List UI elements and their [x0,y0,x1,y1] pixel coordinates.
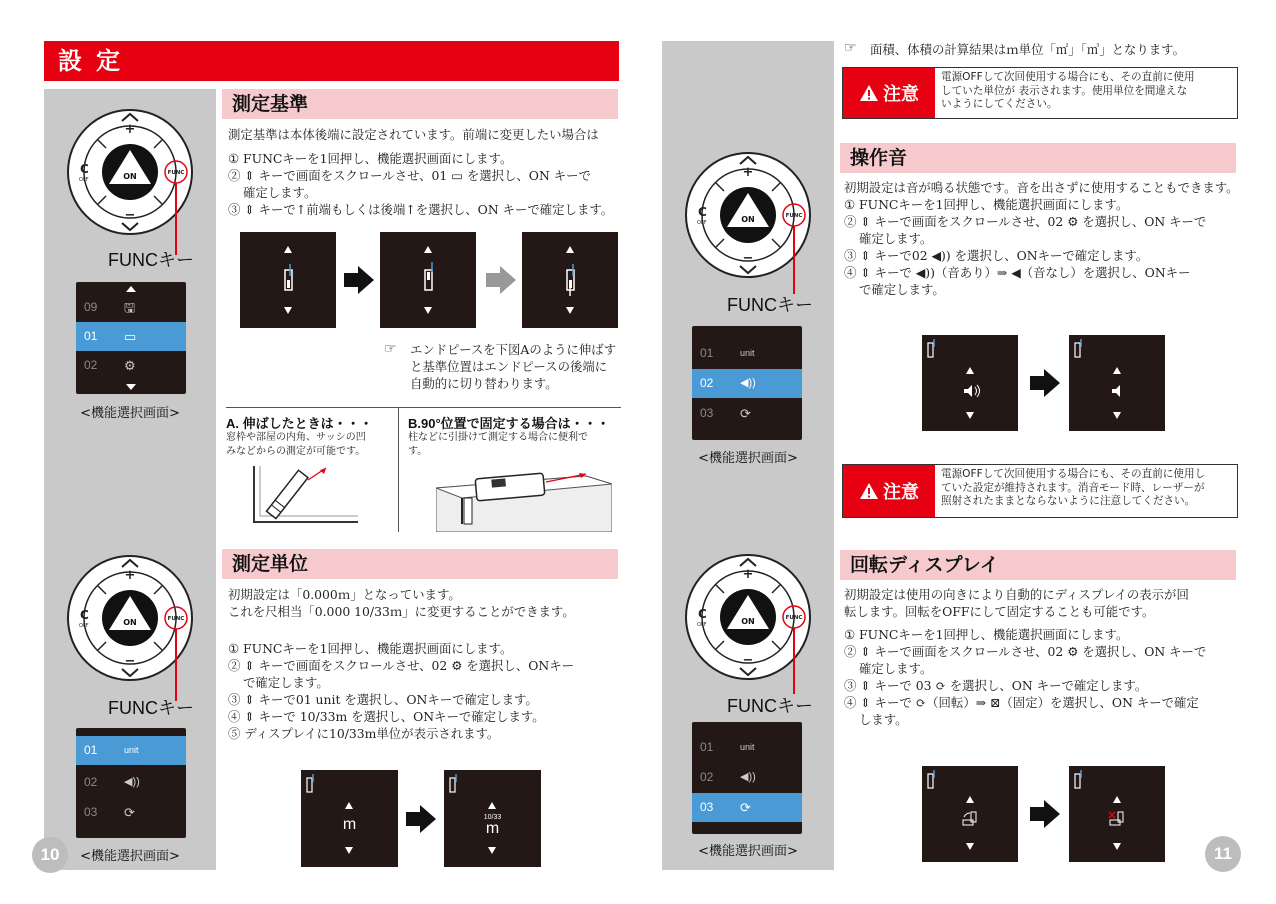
menu-item-selected: 01 unit [76,736,186,765]
speaker-icon: ◀)) [740,377,756,389]
note-text: エンドピースを下図Aのように伸ばす と基準位置はエンドピースの後端に 自動的に切り替わります。 [410,342,617,391]
case-a-illustration [246,466,362,530]
display-screen [1069,766,1165,862]
function-menu-screen [76,728,186,838]
note-hand-icon: ☞ [844,40,857,56]
display-screen [444,770,541,867]
warning-icon [859,84,879,102]
svg-text:ON: ON [123,618,137,627]
function-menu-screen [76,282,186,394]
arrow-right-icon-head [1044,369,1060,397]
func-key-label: FUNCキー [727,295,813,315]
svg-text:C: C [698,205,707,219]
section-body: 測定基準は本体後端に設定されています。前端に変更したい場合は ① FUNCキーを1回押し、機能選択画面にします。 ② ⇕ キーで画面をスクロールさせ、01 ▭ を選択し、ON キーで 確定します。 ③ ⇕ キーで↑前端もしくは後端↑を選択し、ON キーで確定します。 [228,127,614,217]
case-b-illustration [436,462,612,532]
section-body: 初期設定は「0.000ｍ」となっています。 これを尺相当「0.000 10/33ｍ」に変更することができます。 ① FUNCキーを1回押し、機能選択画面にします。 ② ⇕ キーで画面をスクロールさせ、02 ⚙ を選択し、ONキー で確定します。 ③ ⇕ キーで01 unit を選択し、ONキーで確定します。 ④ ⇕ キーで 10/33m を選択し、ONキーで確定します。 ⑤ ディスプレイに10/33m単位が表示されます。 [228,587,575,741]
svg-text:FUNC: FUNC [785,615,803,621]
save-icon: 🖫 [124,300,136,315]
rotate-display-icon: ⟳ [124,805,135,820]
section-title: 操作音 [840,143,1236,173]
display-screen [301,770,398,867]
case-b-title: B.90°位置で固定する場合は・・・ [408,416,610,431]
display-screen [380,232,476,328]
unit-display: m [342,816,357,833]
svg-text:+: + [742,567,754,582]
func-key-label: FUNCキー [727,696,813,716]
menu-item-selected: 03 ⟳ [692,793,802,822]
rotate-display-icon: ⟳ [740,800,751,815]
svg-text:C: C [698,607,707,621]
func-key-pointer [175,183,177,255]
arrow-right-icon-head [420,805,436,833]
svg-text:C: C [80,162,89,176]
menu-item: 02 ◀)) [76,768,186,797]
display-screen [922,766,1018,862]
svg-text:OFF: OFF [79,177,89,183]
func-key-pointer [175,629,177,701]
arrow-right-icon-head [358,266,374,294]
section-title: 測定単位 [222,549,618,579]
svg-text:ON: ON [741,617,755,626]
section-title: 測定基準 [222,89,618,119]
svg-text:C: C [80,608,89,622]
svg-text:−: − [742,653,754,668]
case-a-title: A. 伸ばしたときは・・・ [226,416,373,431]
svg-text:FUNC: FUNC [785,213,803,219]
svg-text:+: + [124,568,136,583]
unit-icon: unit [124,745,139,755]
menu-caption: <機能選択画面> [698,451,798,466]
unit-icon: unit [740,348,755,358]
svg-text:−: − [742,251,754,266]
display-screen [522,232,618,328]
svg-text:−: − [124,654,136,669]
area-volume-note: 面積、体積の計算結果はｍ単位「㎡」「㎥」となります。 [870,42,1185,57]
menu-caption: <機能選択画面> [80,406,180,421]
section-title: 回転ディスプレイ [840,550,1236,580]
caution-text: 電源OFFして次回使用する場合にも、その直前に使用し ていた設定が維持されます。消音モード時、レーザーが 照射されたままとならないように注意してください。 [941,468,1206,507]
menu-item: 01 unit [692,733,802,762]
svg-text:ON: ON [741,215,755,224]
display-screen [240,232,336,328]
warning-icon [859,482,879,500]
menu-item-selected: 02 ◀)) [692,369,802,398]
section-body: 初期設定は音が鳴る状態です。音を出さずに使用することもできます。 ① FUNCキーを1回押し、機能選択画面にします。 ② ⇕ キーで画面をスクロールさせ、02 ⚙ を選択し、ON キーで 確定します。 ③ ⇕ キーで02 ◀)) を選択し、ONキーで確定します。 ④ ⇕ キーで ◀))（音あり）⇒ ◀（音なし）を選択し、ONキー で確定します。 [844,180,1239,297]
func-key-label: FUNCキー [108,250,194,270]
rotate-display-icon: ⟳ [740,406,751,421]
caution-text: 電源OFFして次回使用する場合にも、その直前に使用 していた単位が 表示されます。使用単位を間違えな いようにしてください。 [941,71,1195,110]
page-number: 11 [1205,836,1241,872]
speaker-icon: ◀)) [740,771,756,783]
menu-item: 02 ⚙ [76,351,186,380]
svg-text:OFF: OFF [697,220,707,226]
page-number: 10 [32,837,68,873]
func-key-pointer [793,226,795,294]
arrow-right-icon-head [1044,800,1060,828]
display-screen [922,335,1018,431]
caution-box [842,67,1238,119]
case-divider [226,407,621,408]
case-a-text: 窓枠や部屋の内角、サッシの凹 みなどからの測定が可能です。 [226,432,366,457]
unit-display: m [485,820,500,837]
scroll-down-icon [126,384,136,390]
func-key-pointer [793,628,795,694]
menu-item: 01 unit [692,339,802,368]
case-divider [398,407,399,532]
menu-caption: <機能選択画面> [80,849,180,864]
caution-label: 注意 [843,68,935,118]
menu-item: 09 🖫 [76,293,186,322]
menu-caption: <機能選択画面> [698,844,798,859]
display-screen [1069,335,1165,431]
function-menu-screen [692,722,802,834]
svg-text:−: − [124,208,136,223]
menu-item: 02 ◀)) [692,763,802,792]
case-b-text: 柱などに引掛けて測定する場合に便利で す。 [408,432,588,457]
svg-text:ON: ON [123,172,137,181]
caution-box [842,464,1238,518]
svg-text:FUNC: FUNC [167,170,185,176]
svg-text:OFF: OFF [697,622,707,628]
unit-icon: unit [740,742,755,752]
scroll-up-icon [126,286,136,292]
caution-label: 注意 [843,465,935,517]
note-hand-icon: ☞ [384,341,397,357]
menu-item-selected: 01 ▭ [76,322,186,351]
section-body: 初期設定は使用の向きにより自動的にディスプレイの表示が回 転します。回転をOFFにして固定することも可能です。 ① FUNCキーを1回押し、機能選択画面にします。 ② ⇕ キーで画面をスクロールさせ、02 ⚙ を選択し、ON キーで 確定します。 ③ ⇕ キーで 03 ⟳ を選択し、ON キーで確定します。 ④ ⇕ キーで ⟳（回転）⇒ ⊠（固定）を選択し、ON キーで確定 します。 [844,587,1207,727]
arrow-right-icon-head [500,266,516,294]
unit-display-fraction: 10/33 [483,814,502,821]
gear-icon: ⚙ [124,358,136,373]
svg-text:+: + [124,122,136,137]
svg-text:+: + [742,165,754,180]
function-menu-screen [692,326,802,440]
menu-item: 03 ⟳ [692,399,802,428]
func-key-label: FUNCキー [108,698,194,718]
svg-text:OFF: OFF [79,623,89,629]
page-title: 設定 [44,41,619,81]
speaker-icon: ◀)) [124,776,140,788]
menu-item: 03 ⟳ [76,798,186,827]
svg-text:FUNC: FUNC [167,616,185,622]
measure-base-icon: ▭ [124,329,137,344]
